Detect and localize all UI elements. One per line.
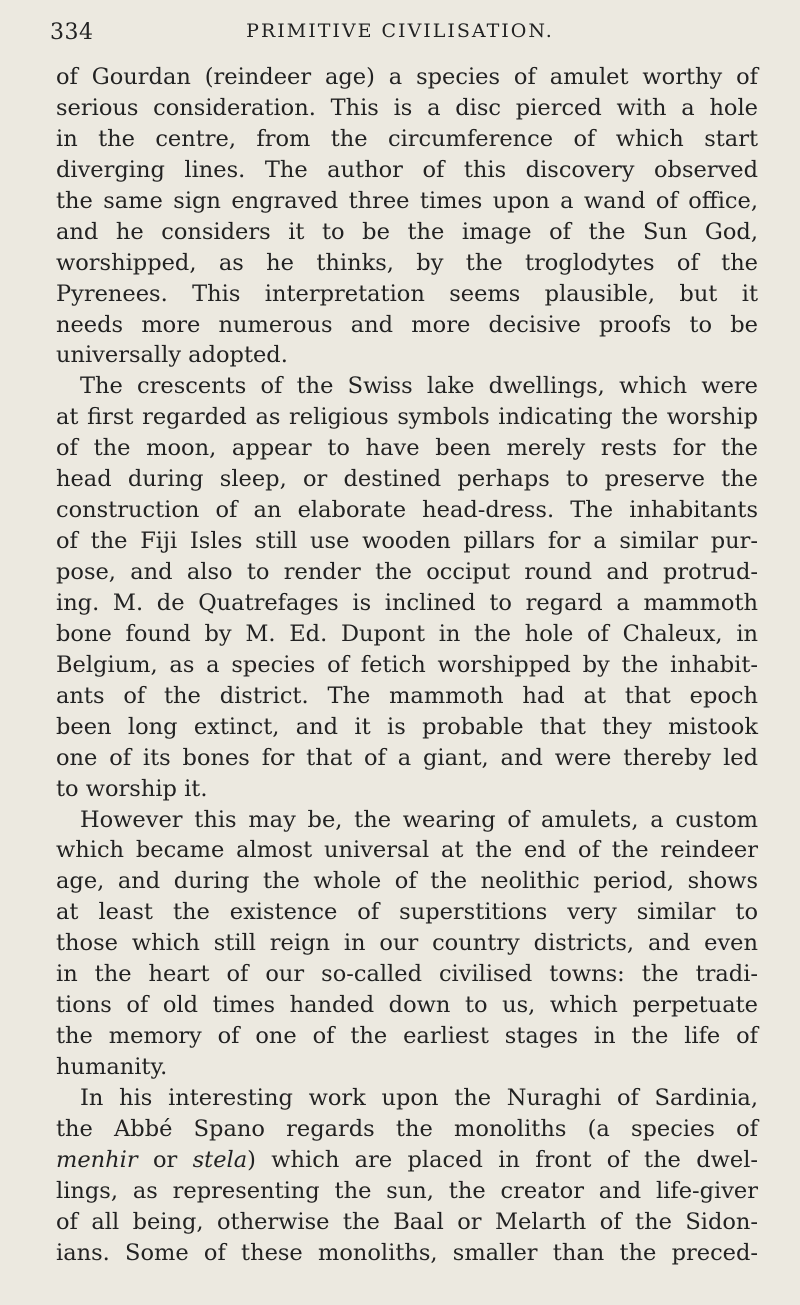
text-line: been long extinct, and it is probable that they mistook — [56, 713, 758, 740]
text-line: of the Fiji Isles still use wooden pillars for a similar pur- — [56, 528, 758, 555]
text-line: humanity. — [56, 1054, 168, 1080]
text-line: those which still reign in our country districts, and even — [56, 930, 758, 957]
text-line: the memory of one of the earliest stages in the life of — [56, 1023, 758, 1050]
text-line: Belgium, as a species of fetich worshipped by the inhabit- — [56, 651, 758, 678]
text-line: bone found by M. Ed. Dupont in the hole of Chaleux, in — [56, 620, 758, 647]
text-line: The crescents of the Swiss lake dwellings, which were — [80, 373, 758, 400]
text-line: serious consideration. This is a disc pierced with a hole — [56, 94, 758, 121]
text-line: In his interesting work upon the Nuraghi of Sardinia, — [80, 1084, 758, 1111]
text-line: construction of an elaborate head-dress. The inhabitants — [56, 497, 758, 524]
page-header — [0, 12, 800, 52]
text-line: in the centre, from the circumference of which start — [56, 125, 758, 152]
text-line: and he considers it to be the image of the Sun God, — [56, 218, 758, 245]
italic-term-menhir: menhir — [56, 1146, 138, 1173]
text-line: the same sign engraved three times upon a wand of office, — [56, 187, 758, 214]
text-fragment: or — [137, 1146, 193, 1173]
italic-term-stela: stela — [192, 1146, 248, 1173]
text-line: ants of the district. The mammoth had at that epoch — [56, 682, 758, 709]
text-line: lings, as representing the sun, the creator and life-giver — [56, 1177, 758, 1204]
text-line: worshipped, as he thinks, by the troglodytes of the — [56, 249, 758, 276]
text-line — [56, 1145, 758, 1176]
page-number: 334 — [50, 20, 94, 45]
text-line: head during sleep, or destined perhaps to preserve the — [56, 466, 758, 493]
text-line: of Gourdan (reindeer age) a species of amulet worthy of — [56, 64, 758, 90]
text-line: Pyrenees. This interpretation seems plausible, but it — [56, 280, 758, 307]
text-line: at least the existence of superstitions very similar to — [56, 899, 758, 926]
text-line: ing. M. de Quatrefages is inclined to regard a mammoth — [56, 589, 758, 616]
text-line: at first regarded as religious symbols indicating the worship — [56, 404, 758, 431]
text-line: tions of old times handed down to us, which perpetuate — [56, 992, 758, 1019]
running-head: PRIMITIVE CIVILISATION. — [246, 20, 554, 42]
text-line: However this may be, the wearing of amulets, a custom — [80, 806, 758, 833]
text-line: the Abbé Spano regards the monoliths (a species of — [56, 1115, 758, 1142]
text-line: of the moon, appear to have been merely rests for the — [56, 435, 758, 462]
text-line: of all being, otherwise the Baal or Melarth of the Sidon- — [56, 1208, 758, 1235]
text-line: which became almost universal at the end of the reindeer — [56, 837, 758, 864]
text-fragment: ) which are placed in front of the dwel- — [247, 1146, 759, 1173]
text-line: to worship it. — [56, 775, 208, 802]
text-line: pose, and also to render the occiput round and protrud- — [56, 559, 758, 585]
text-line: age, and during the whole of the neolithic period, shows — [56, 868, 758, 895]
text-line: diverging lines. The author of this discovery observed — [56, 156, 758, 183]
text-line: ians. Some of these monoliths, smaller than the preced- — [56, 1239, 758, 1266]
body-text — [56, 62, 758, 1269]
text-line: needs more numerous and more decisive proofs to be — [56, 311, 758, 338]
text-line: in the heart of our so-called civilised towns: the tradi- — [56, 961, 758, 988]
text-line: universally adopted. — [56, 342, 288, 369]
text-line: one of its bones for that of a giant, and were thereby led — [56, 744, 758, 771]
